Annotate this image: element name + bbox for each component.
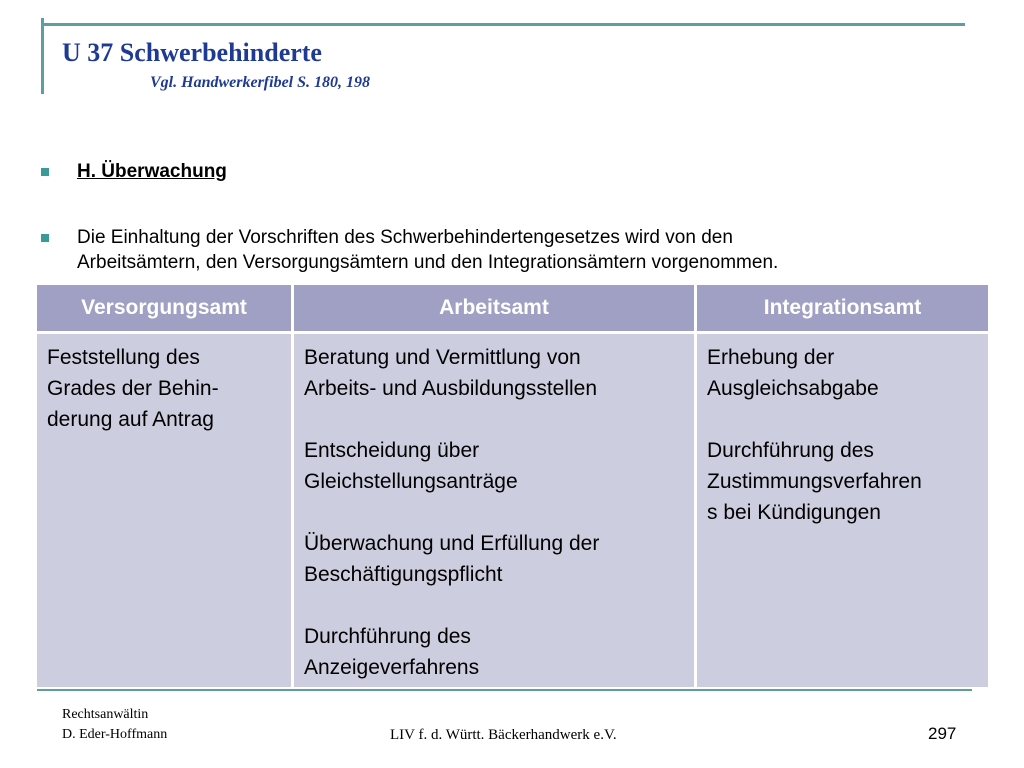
cell-line: s bei Kündigungen [707, 501, 881, 524]
cell-line: Beschäftigungspflicht [304, 563, 503, 586]
cell-line: Ausgleichsabgabe [707, 377, 879, 400]
cell-line: Erhebung der [707, 346, 835, 369]
cell-paragraph [304, 621, 684, 683]
footer-author [62, 705, 167, 745]
cell-line: Beratung und Vermittlung von [304, 346, 581, 369]
cell-line: Arbeits- und Ausbildungsstellen [304, 377, 598, 400]
cell-line: Durchführung des [304, 625, 471, 648]
authority-table [37, 285, 988, 687]
footer-rule [37, 689, 972, 691]
cell-paragraph [707, 342, 978, 404]
cell-line: Gleichstellungsanträge [304, 470, 518, 493]
bullet-square-icon [41, 234, 49, 242]
cell-line: Überwachung und Erfüllung der [304, 532, 600, 555]
cell-paragraph [47, 342, 281, 435]
cell-line: Feststellung des [47, 346, 200, 369]
cell-integrationsamt [697, 334, 988, 687]
column-header-integrationsamt: Integrationsamt [697, 285, 988, 334]
section-heading: H. Überwachung [77, 161, 227, 182]
frame-left-rule [41, 18, 44, 94]
cell-line: Entscheidung über [304, 439, 480, 462]
cell-versorgungsamt [37, 334, 294, 687]
cell-arbeitsamt [294, 334, 697, 687]
cell-line: derung auf Antrag [47, 408, 214, 431]
table-header-row [37, 285, 988, 334]
cell-paragraph [304, 342, 684, 404]
slide-subtitle: Vgl. Handwerkerfibel S. 180, 198 [150, 74, 371, 91]
cell-paragraph [707, 435, 978, 528]
page-number: 297 [928, 724, 957, 743]
intro-line: Arbeitsämtern, den Versorgungsämtern und den Integrationsämtern vorgenommen. [77, 252, 779, 273]
column-header-arbeitsamt: Arbeitsamt [294, 285, 697, 334]
cell-line: Anzeigeverfahrens [304, 656, 480, 679]
cell-paragraph [304, 435, 684, 497]
slide-title: U 37 Schwerbehinderte [62, 38, 322, 67]
cell-line: Durchführung des [707, 439, 874, 462]
intro-line: Die Einhaltung der Vorschriften des Schwerbehindertengesetzes wird von den [77, 227, 733, 248]
cell-line: Zustimmungsverfahren [707, 470, 922, 493]
footer-author-line: D. Eder-Hoffmann [62, 727, 168, 742]
footer-organization: LIV f. d. Württ. Bäckerhandwerk e.V. [390, 727, 617, 743]
cell-paragraph [304, 528, 684, 590]
frame-top-rule [41, 23, 965, 26]
cell-line: Grades der Behin- [47, 377, 219, 400]
bullet-square-icon [41, 168, 49, 176]
footer-author-line: Rechtsanwältin [62, 707, 149, 722]
table-row [37, 334, 988, 687]
intro-paragraph [77, 225, 778, 275]
column-header-versorgungsamt: Versorgungsamt [37, 285, 294, 334]
